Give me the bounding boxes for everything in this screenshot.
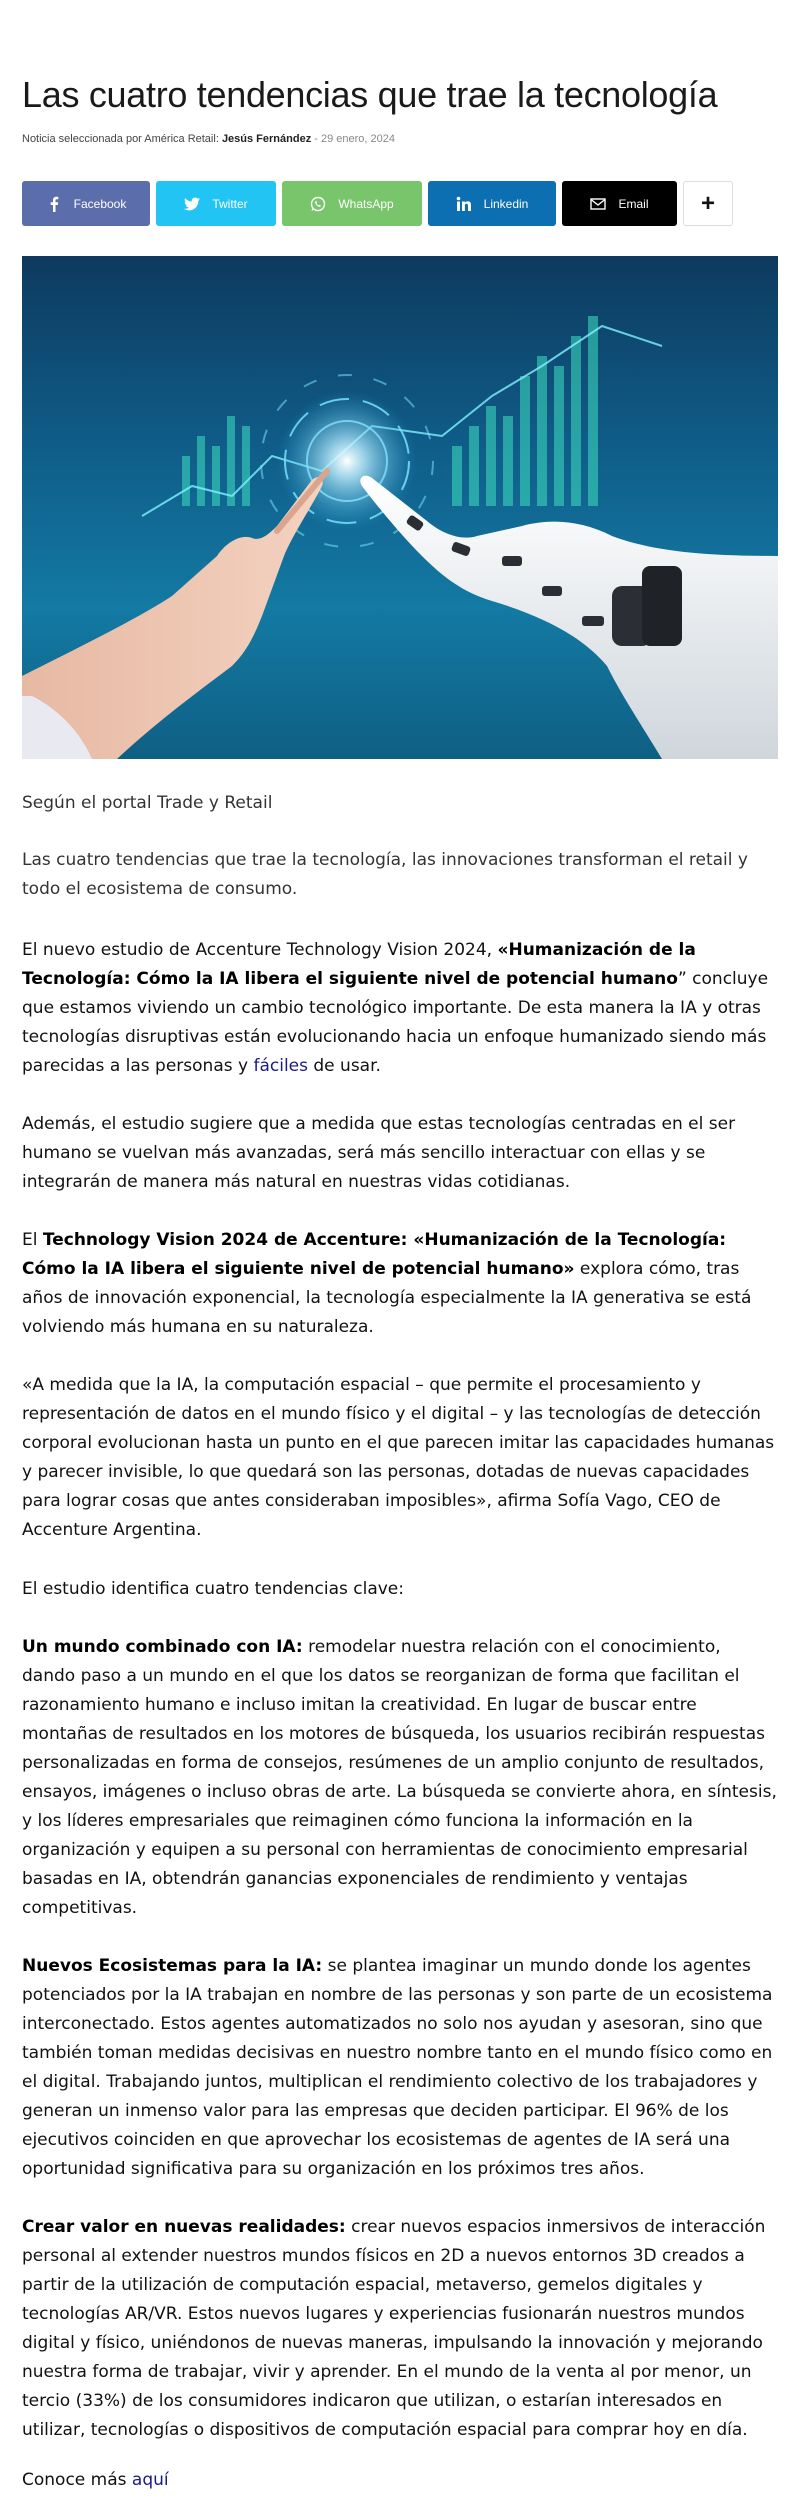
envelope-icon — [590, 196, 606, 212]
paragraph-5: El estudio identifica cuatro tendencias clave: — [22, 1579, 404, 1599]
share-bar — [22, 181, 733, 226]
facebook-icon — [46, 196, 62, 212]
paragraph-1 — [22, 936, 778, 1081]
paragraph-3-text: El — [22, 1230, 43, 1250]
paragraph-1-text: El nuevo estudio de Accenture Technology Vision 2024, — [22, 940, 498, 960]
share-email-label: Email — [618, 196, 649, 211]
publish-date: 29 enero, 2024 — [321, 133, 396, 145]
paragraph-2: Además, el estudio sugiere que a medida que estas tecnologías centradas en el ser humano se vuelvan más avanzadas, será más sencillo interactuar con ellas y se integrarán de manera más natural en nuestras vidas cotidianas. — [22, 1114, 736, 1192]
meta-prefix: Noticia seleccionada por América Retail: — [22, 133, 219, 145]
trend-3-text: crear nuevos espacios inmersivos de interacción personal al extender nuestros mundos físicos en 2D a nuevos entornos 3D creados a partir de la utilización de computación espacial, metaverso, gemelos digitales y tecnologías AR/VR. Estos nuevos lugares y experiencias fusionarán nuestros mundos digital y físico, uniéndonos de nuevas maneras, impulsando la innovación y mejorando nuestra forma de trabajar, vivir y aprender. En el mundo de la venta al por menor, un tercio (33%) de los consumidores indicaron que utilizan, o estarían interesados en utilizar, tecnologías o dispositivos de computación espacial para comprar hoy en día. — [22, 2217, 766, 2440]
trend-2-text: se plantea imaginar un mundo donde los agentes potenciados por la IA trabajan en nombre de las personas y son parte de un ecosistema interconectado. Estos agentes automatizados no solo nos ayudan y asesoran, sino que también toman medidas decisivas en nuestro nombre tanto en el mundo físico como en el digital. Trabajando juntos, multiplican el rendimiento colectivo de los trabajadores y generan un inmenso valor para las empresas que deciden participar. El 96% de los ejecutivos coinciden en que aprovechar los ecosistemas de agentes de IA será una oportunidad significativa para su organización en los próximos tres años. — [22, 1956, 773, 2179]
trend-3-title: Crear valor en nuevas realidades: — [22, 2217, 346, 2237]
meta-separator: - — [314, 133, 318, 145]
whatsapp-icon — [310, 196, 326, 212]
twitter-icon — [184, 196, 200, 212]
read-more-text: Conoce más — [22, 2470, 132, 2490]
hero-image — [22, 256, 778, 759]
read-more-link[interactable]: aquí — [131, 2470, 169, 2490]
paragraph-1-text-3: de usar. — [307, 1056, 381, 1076]
share-linkedin-button[interactable] — [428, 181, 556, 226]
paragraph-1-bold: «Humanización de la Tecnología: Cómo la IA libera el siguiente nivel de potencial humano — [22, 940, 696, 989]
lead-paragraph: Las cuatro tendencias que trae la tecnología, las innovaciones transforman el retail y todo el ecosistema de consumo. — [22, 850, 748, 899]
share-email-button[interactable] — [562, 181, 677, 226]
article-meta — [22, 133, 395, 145]
share-whatsapp-label: WhatsApp — [338, 196, 394, 211]
paragraph-3-bold: Technology Vision 2024 de Accenture: «Humanización de la Tecnología: Cómo la IA libera el siguiente nivel de potencial humano» — [22, 1230, 727, 1279]
share-more-button[interactable] — [683, 181, 733, 226]
trend-2-paragraph — [22, 1952, 778, 2184]
author-link[interactable]: Jesús Fernández — [221, 133, 312, 145]
trend-1-text: remodelar nuestra relación con el conocimiento, dando paso a un mundo en el que los datos se reorganizan de forma que facilitan el razonamiento humano e incluso imitan la creatividad. En lugar de buscar entre montañas de resultados en los motores de búsqueda, los usuarios recibirán respuestas personalizadas en forma de consejos, resúmenes de un amplio conjunto de resultados, ensayos, imágenes o incluso obras de arte. La búsqueda se convierte ahora, en síntesis, y los líderes empresariales que reimaginen cómo funciona la información en la organización y equipen a su personal con herramientas de conocimiento empresarial basadas en IA, obtendrán ganancias exponenciales de rendimiento y ventajas competitivas. — [22, 1637, 777, 1918]
share-linkedin-label: Linkedin — [483, 196, 529, 211]
share-whatsapp-button[interactable] — [282, 181, 422, 226]
source-note: Según el portal Trade y Retail — [22, 793, 273, 813]
trend-3-paragraph — [22, 2213, 778, 2445]
read-more-line — [22, 2466, 778, 2495]
trend-1-title: Un mundo combinado con IA: — [22, 1637, 303, 1657]
paragraph-3 — [22, 1226, 778, 1342]
paragraph-4: «A medida que la IA, la computación espacial – que permite el procesamiento y representación de datos en el mundo físico y el digital – y las tecnologías de detección corporal evolucionan hasta un punto en el que parecen imitar las capacidades humanas y parecer invisible, lo que quedará son las personas, dotadas de nuevas capacidades para lograr cosas que antes consideraban imposibles», afirma Sofía Vago, CEO de Accenture Argentina. — [22, 1375, 775, 1540]
ai-robot-hand-illustration — [22, 256, 778, 759]
trend-2-title: Nuevos Ecosistemas para la IA: — [22, 1956, 323, 1976]
page-title: Las cuatro tendencias que trae la tecnología — [22, 74, 718, 115]
trend-1-paragraph — [22, 1633, 778, 1923]
share-facebook-label: Facebook — [73, 196, 127, 211]
plus-icon: + — [700, 189, 715, 217]
paragraph-3-text-2: explora cómo, tras años de innovación exponencial, la tecnología especialmente la IA generativa se está volviendo más humana en su naturaleza. — [22, 1259, 752, 1337]
faciles-link[interactable]: fáciles — [253, 1056, 308, 1076]
share-twitter-button[interactable] — [156, 181, 276, 226]
share-twitter-label: Twitter — [212, 196, 248, 211]
share-facebook-button[interactable] — [22, 181, 150, 226]
linkedin-icon — [456, 196, 472, 212]
paragraph-1-text-2: ” concluye que estamos viviendo un cambio tecnológico importante. De esta manera la IA y otras tecnologías disruptivas están evolucionando hacia un enfoque humanizado siendo más parecidas a las personas y — [22, 969, 769, 1076]
